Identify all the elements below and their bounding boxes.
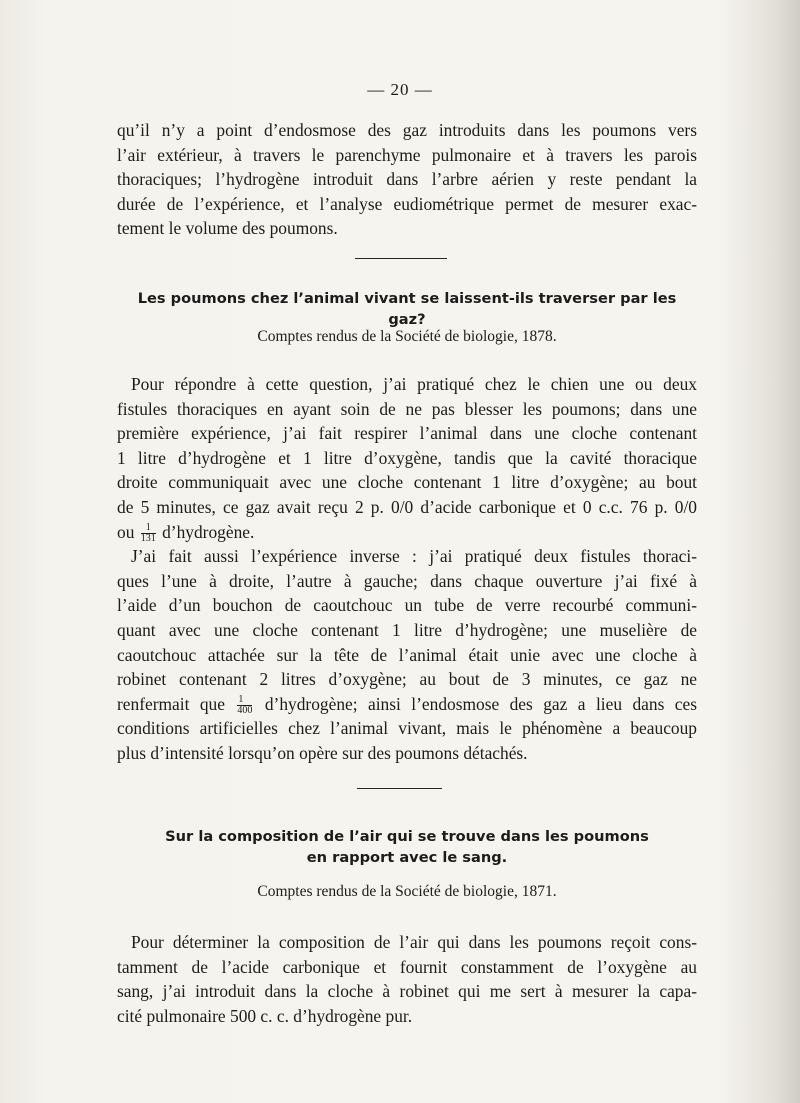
section-divider	[355, 258, 447, 259]
text-line: première expérience, j’ai fait respirer l’animal dans une cloche contenant	[117, 423, 697, 444]
text-line: caoutchouc attachée sur la tête de l’animal était unie avec une cloche à	[117, 644, 697, 665]
text-line: conditions artificielles chez l’animal vivant, mais le phénomène a beaucoup	[117, 718, 697, 739]
text-fragment: d’hydrogène; ainsi l’endosmose des gaz a lieu dans ces	[264, 693, 697, 714]
section3-heading	[117, 826, 697, 868]
text-line: droite communiquait avec une cloche contenant 1 litre d’oxygène; au bout	[117, 472, 697, 493]
fraction-denominator: 400	[237, 705, 253, 717]
fraction	[141, 523, 156, 544]
text-fragment: renfermait que	[117, 693, 225, 714]
heading-line: Sur la composition de l’air qui se trouve dans les poumons	[165, 828, 649, 845]
text-line: plus d’intensité lorsqu’on opère sur des poumons détachés.	[117, 742, 528, 763]
text-line: thoraciques; l’hydrogène introduit dans l’arbre aérien y reste pendant la	[117, 169, 697, 190]
fraction-numerator: 1	[237, 695, 252, 706]
text-line: cité pulmonaire 500 c. c. d’hydrogène pur.	[117, 1005, 413, 1026]
text-line: 1 litre d’hydrogène et 1 litre d’oxygène, tandis que la cavité thoracique	[117, 447, 697, 468]
text-line: de 5 minutes, ce gaz avait reçu 2 p. 0/0 d’acide carbonique et 0 c.c. 76 p. 0/0	[117, 496, 697, 517]
text-line: J’ai fait aussi l’expérience inverse : j’ai pratiqué deux fistules thoraci-	[131, 546, 697, 567]
section1-text	[117, 118, 697, 241]
text-line	[117, 520, 697, 545]
text-line: robinet contenant 2 litres d’oxygène; au bout de 3 minutes, ce gaz ne	[117, 669, 697, 690]
text-fragment: d’hydrogène.	[162, 521, 255, 542]
text-line: l’aide d’un bouchon de caoutchouc un tube de verre recourbé communi-	[117, 595, 697, 616]
section3-source: Comptes rendus de la Société de biologie, 1871.	[257, 883, 557, 900]
text-line: fistules thoraciques en ayant soin de ne pas blesser les poumons; dans une	[117, 398, 697, 419]
section3-text	[117, 930, 697, 1028]
text-line: tement le volume des poumons.	[117, 218, 338, 239]
text-line	[117, 692, 697, 717]
text-line: sang, j’ai introduit dans la cloche à robinet qui me sert à mesurer la capa-	[117, 981, 697, 1002]
fraction-denominator: 131	[140, 533, 156, 545]
text-line: Pour déterminer la composition de l’air qui dans les poumons reçoit cons-	[131, 932, 697, 952]
page-number: — 20 —	[367, 80, 433, 99]
text-line: qu’il n’y a point d’endosmose des gaz introduits dans les poumons vers	[117, 120, 697, 140]
section2-heading: Les poumons chez l’animal vivant se laissent-ils traverser par les gaz?	[137, 290, 677, 328]
text-fragment: ou	[117, 521, 135, 542]
fraction	[237, 695, 252, 716]
text-line: Pour répondre à cette question, j’ai pratiqué chez le chien une ou deux	[131, 374, 697, 394]
text-line: ques l’une à droite, l’autre à gauche; dans chaque ouverture j’ai fixé à	[117, 570, 697, 591]
section2-source: Comptes rendus de la Société de biologie, 1878.	[257, 328, 557, 345]
section-divider	[357, 788, 442, 789]
text-line: durée de l’expérience, et l’analyse eudiométrique permet de mesurer exac-	[117, 193, 697, 214]
text-line: tamment de l’acide carbonique et fournit constamment de l’oxygène au	[117, 956, 697, 977]
text-line: l’air extérieur, à travers le parenchyme pulmonaire et à travers les parois	[117, 144, 697, 165]
fraction-numerator: 1	[141, 523, 156, 534]
heading-line: en rapport avec le sang.	[306, 849, 508, 866]
section2-text	[117, 372, 697, 766]
text-line: quant avec une cloche contenant 1 litre d’hydrogène; une muselière de	[117, 619, 697, 640]
